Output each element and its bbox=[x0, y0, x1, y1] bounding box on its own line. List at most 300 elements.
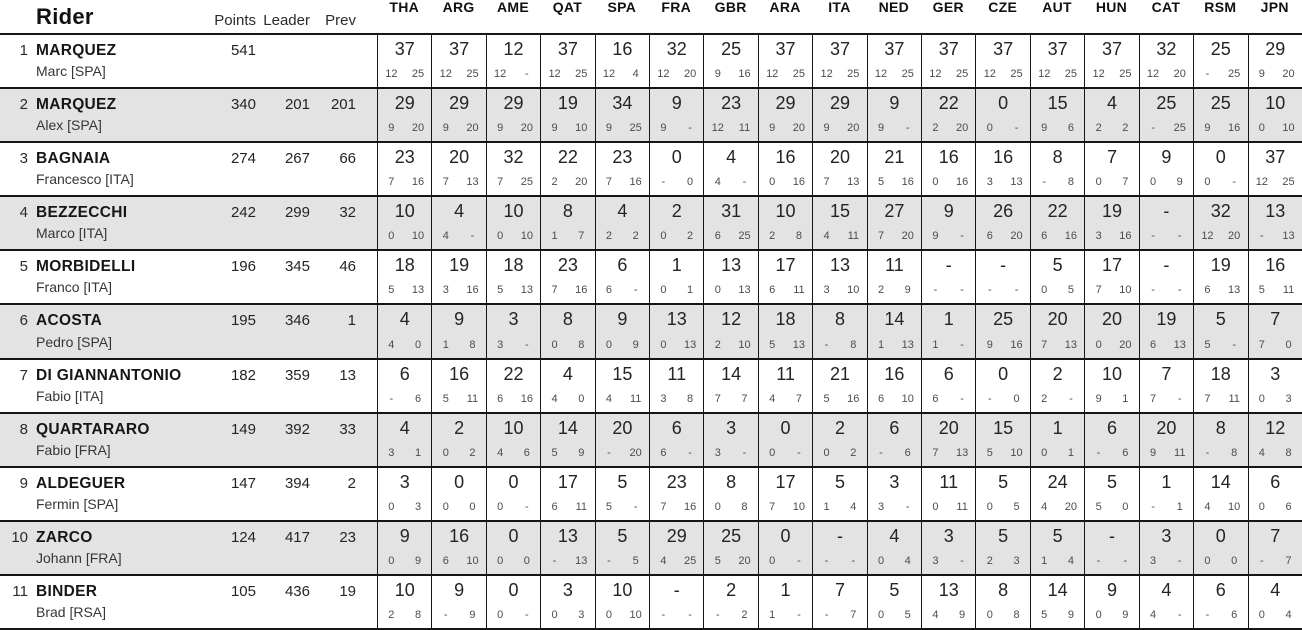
round-split-points bbox=[813, 340, 866, 351]
sprint-points: 4 bbox=[605, 392, 613, 405]
round-split-points bbox=[432, 123, 485, 134]
race-points: - bbox=[470, 230, 475, 243]
round-total-points: 5 bbox=[1215, 309, 1226, 330]
sprint-points: 6 bbox=[877, 392, 885, 405]
race-points: 16 bbox=[847, 392, 860, 405]
race-points: 20 bbox=[520, 122, 533, 135]
sprint-points: - bbox=[933, 284, 938, 297]
round-split-points bbox=[650, 123, 703, 134]
round-split-points bbox=[1194, 177, 1247, 188]
race-results bbox=[377, 89, 1302, 141]
race-points: 11 bbox=[1228, 392, 1240, 405]
gap-to-prev: 32 bbox=[339, 204, 356, 222]
sprint-points: 12 bbox=[1255, 176, 1268, 189]
sprint-points: 7 bbox=[714, 392, 721, 405]
sprint-points: 12 bbox=[494, 68, 507, 81]
race-points: 6 bbox=[1122, 446, 1129, 459]
round-split-points bbox=[432, 285, 485, 296]
race-result-cell bbox=[758, 35, 812, 87]
gap-to-leader: 392 bbox=[284, 420, 310, 438]
sprint-points: 6 bbox=[660, 446, 667, 459]
round-total-points: 25 bbox=[1210, 39, 1231, 59]
sprint-points: 6 bbox=[1149, 338, 1157, 351]
race-points: 25 bbox=[1010, 68, 1023, 81]
round-split-points bbox=[704, 69, 757, 80]
prev-column-header: Prev bbox=[325, 12, 356, 29]
race-result-cell bbox=[1139, 468, 1193, 520]
round-total-points: 4 bbox=[1161, 579, 1172, 600]
race-points: 8 bbox=[1067, 176, 1074, 189]
round-split-points bbox=[432, 502, 485, 513]
race-result-cell bbox=[431, 522, 485, 574]
race-result-cell bbox=[595, 414, 649, 466]
sprint-points: 6 bbox=[769, 284, 776, 297]
race-result-cell bbox=[812, 89, 866, 141]
rider-surname: MARQUEZ bbox=[36, 96, 117, 114]
sprint-points: 4 bbox=[769, 392, 776, 405]
round-split-points bbox=[432, 231, 485, 242]
rider-rank: 4 bbox=[19, 204, 28, 222]
round-split-points bbox=[922, 69, 975, 80]
rider-info bbox=[0, 522, 377, 574]
race-result-cell bbox=[431, 35, 485, 87]
round-total-points: 8 bbox=[562, 309, 573, 330]
round-total-points: 25 bbox=[1156, 93, 1177, 114]
round-total-points: 18 bbox=[1210, 363, 1231, 384]
race-result-cell bbox=[758, 468, 812, 520]
race-result-cell bbox=[595, 143, 649, 195]
round-split-points bbox=[487, 123, 540, 134]
race-result-cell bbox=[867, 576, 921, 628]
round-split-points bbox=[976, 340, 1029, 351]
race-points: 6 bbox=[414, 392, 422, 405]
sprint-points: - bbox=[987, 284, 992, 297]
race-result-cell bbox=[758, 576, 812, 628]
race-points: 1 bbox=[414, 446, 422, 459]
rider-name bbox=[36, 204, 200, 249]
sprint-points: 7 bbox=[1041, 338, 1048, 351]
race-result-cell bbox=[649, 35, 703, 87]
sprint-points: 0 bbox=[986, 500, 993, 513]
rider-surname: DI GIANNANTONIO bbox=[36, 366, 182, 384]
race-points: 25 bbox=[683, 554, 697, 567]
rider-info bbox=[0, 197, 377, 249]
rider-row bbox=[0, 520, 1302, 574]
sprint-points: 0 bbox=[986, 122, 993, 135]
race-result-cell bbox=[595, 576, 649, 628]
rider-firstname-nationality: Pedro [SPA] bbox=[36, 333, 113, 350]
round-total-points: 26 bbox=[993, 201, 1014, 222]
race-points: 7 bbox=[795, 392, 802, 405]
race-result-cell bbox=[377, 522, 431, 574]
round-split-points bbox=[759, 448, 812, 459]
round-split-points bbox=[1031, 448, 1084, 459]
race-result-cell bbox=[1193, 251, 1247, 303]
sprint-points: 12 bbox=[820, 68, 833, 81]
race-result-cell bbox=[431, 468, 485, 520]
round-split-points bbox=[541, 177, 594, 188]
race-points: 6 bbox=[1231, 609, 1238, 622]
round-total-points: 0 bbox=[508, 525, 519, 546]
race-points: 2 bbox=[687, 230, 694, 243]
sprint-points: 1 bbox=[442, 338, 449, 351]
race-points: 25 bbox=[738, 230, 751, 243]
sprint-points: - bbox=[1205, 609, 1210, 622]
race-result-cell bbox=[975, 360, 1029, 412]
race-result-cell bbox=[1193, 468, 1247, 520]
race-result-cell bbox=[921, 576, 975, 628]
race-result-cell bbox=[1193, 576, 1247, 628]
sprint-points: 5 bbox=[497, 284, 504, 297]
round-split-points bbox=[868, 502, 921, 513]
round-total-points: 0 bbox=[780, 525, 791, 546]
round-total-points: 15 bbox=[612, 363, 633, 384]
sprint-points: 7 bbox=[660, 500, 667, 513]
sprint-points: 2 bbox=[1041, 392, 1048, 405]
race-points: - bbox=[1177, 609, 1182, 622]
round-total-points: 1 bbox=[943, 309, 954, 330]
race-points: - bbox=[742, 176, 747, 189]
rider-firstname-nationality: Fermin [SPA] bbox=[36, 495, 119, 512]
rider-row bbox=[0, 87, 1302, 141]
round-split-points bbox=[1031, 69, 1084, 80]
total-points: 274 bbox=[230, 150, 256, 168]
race-column-header: CAT bbox=[1151, 0, 1181, 15]
race-result-cell bbox=[1030, 197, 1084, 249]
round-total-points: 9 bbox=[1161, 147, 1172, 168]
round-split-points bbox=[596, 502, 649, 513]
sprint-points: 12 bbox=[711, 122, 724, 135]
round-split-points bbox=[1249, 340, 1302, 351]
round-split-points bbox=[487, 69, 540, 80]
race-result-cell bbox=[921, 305, 975, 357]
sprint-points: 3 bbox=[1095, 230, 1102, 243]
race-result-cell bbox=[595, 360, 649, 412]
race-result-cell bbox=[1193, 305, 1247, 357]
race-results bbox=[377, 35, 1302, 87]
race-points: 25 bbox=[575, 68, 588, 81]
race-points: 20 bbox=[1064, 500, 1078, 513]
round-total-points: 37 bbox=[557, 39, 578, 59]
race-column-header: RSM bbox=[1204, 0, 1237, 15]
rider-info bbox=[0, 414, 377, 466]
race-points: 11 bbox=[847, 230, 860, 243]
round-total-points: 37 bbox=[1047, 39, 1068, 59]
race-results bbox=[377, 197, 1302, 249]
sprint-points: 9 bbox=[714, 68, 721, 81]
round-total-points: 18 bbox=[394, 255, 415, 276]
total-points: 149 bbox=[230, 420, 256, 438]
race-points: - bbox=[960, 338, 964, 351]
race-points: 0 bbox=[414, 338, 422, 351]
race-points: 5 bbox=[1013, 500, 1020, 513]
round-split-points bbox=[487, 285, 540, 296]
race-result-cell bbox=[758, 305, 812, 357]
race-result-cell bbox=[1248, 143, 1302, 195]
sprint-points: 12 bbox=[1146, 68, 1160, 81]
round-split-points bbox=[650, 610, 703, 621]
race-result-cell bbox=[595, 522, 649, 574]
race-result-cell bbox=[540, 414, 594, 466]
race-points: 0 bbox=[1122, 500, 1129, 513]
round-total-points: 4 bbox=[562, 363, 573, 384]
rider-firstname-nationality: Marco [ITA] bbox=[36, 225, 108, 242]
round-split-points bbox=[704, 177, 757, 188]
rider-info bbox=[0, 143, 377, 195]
race-points: 13 bbox=[1228, 284, 1241, 297]
sprint-points: 4 bbox=[497, 446, 504, 459]
rider-name bbox=[36, 96, 200, 141]
round-total-points: 13 bbox=[666, 309, 687, 330]
race-result-cell bbox=[431, 143, 485, 195]
sprint-points: 0 bbox=[986, 609, 993, 622]
sprint-points: 9 bbox=[769, 122, 776, 135]
round-total-points: - bbox=[1163, 255, 1170, 276]
race-result-cell bbox=[1248, 576, 1302, 628]
round-split-points bbox=[596, 285, 649, 296]
race-result-cell bbox=[703, 143, 757, 195]
round-total-points: 0 bbox=[1215, 525, 1226, 546]
sprint-points: - bbox=[552, 554, 557, 567]
round-total-points: 32 bbox=[1210, 201, 1231, 222]
race-points: 0 bbox=[578, 392, 585, 405]
round-split-points bbox=[541, 285, 594, 296]
race-points: 20 bbox=[683, 68, 697, 81]
round-total-points: 8 bbox=[834, 309, 845, 330]
race-points: 16 bbox=[683, 500, 697, 513]
gap-to-leader: 267 bbox=[284, 150, 310, 168]
race-points: 13 bbox=[847, 176, 860, 189]
race-result-cell bbox=[703, 251, 757, 303]
race-result-cell bbox=[812, 414, 866, 466]
race-result-cell bbox=[867, 522, 921, 574]
sprint-points: 0 bbox=[1258, 500, 1265, 513]
race-points: - bbox=[742, 446, 747, 459]
round-total-points: 4 bbox=[617, 201, 628, 222]
round-split-points bbox=[759, 610, 812, 621]
race-points: 7 bbox=[741, 392, 748, 405]
sprint-points: 9 bbox=[442, 122, 449, 135]
race-points: 8 bbox=[1285, 446, 1292, 459]
race-points: - bbox=[960, 284, 964, 297]
round-split-points bbox=[976, 285, 1029, 296]
race-points: 20 bbox=[738, 554, 751, 567]
round-split-points bbox=[650, 69, 703, 80]
round-total-points: 10 bbox=[503, 417, 524, 438]
sprint-points: 0 bbox=[605, 609, 613, 622]
sprint-points: 6 bbox=[497, 392, 504, 405]
sprint-points: 0 bbox=[660, 338, 667, 351]
race-points: - bbox=[797, 554, 801, 567]
race-result-cell bbox=[1248, 522, 1302, 574]
sprint-points: - bbox=[1151, 500, 1155, 513]
sprint-points: 5 bbox=[551, 446, 558, 459]
round-split-points bbox=[541, 231, 594, 242]
points-column-header: Points bbox=[214, 12, 256, 29]
round-total-points: - bbox=[673, 579, 680, 600]
round-total-points: 5 bbox=[834, 471, 845, 492]
sprint-points: 0 bbox=[932, 176, 939, 189]
race-points: 16 bbox=[1064, 230, 1078, 243]
sprint-points: 12 bbox=[1092, 68, 1105, 81]
round-total-points: 3 bbox=[508, 309, 519, 330]
sprint-points: 2 bbox=[986, 554, 993, 567]
rider-info bbox=[0, 35, 377, 87]
round-total-points: 16 bbox=[993, 147, 1014, 168]
race-result-cell bbox=[1084, 360, 1138, 412]
race-result-cell bbox=[1248, 468, 1302, 520]
race-result-cell bbox=[703, 468, 757, 520]
round-total-points: 16 bbox=[449, 525, 470, 546]
race-points: 20 bbox=[629, 446, 642, 459]
race-points: - bbox=[851, 554, 856, 567]
round-total-points: 22 bbox=[938, 93, 959, 114]
round-split-points bbox=[650, 340, 703, 351]
race-points: 8 bbox=[741, 500, 748, 513]
round-total-points: 3 bbox=[726, 417, 737, 438]
race-points: - bbox=[1014, 122, 1019, 135]
sprint-points: 6 bbox=[932, 392, 939, 405]
round-split-points bbox=[378, 69, 431, 80]
sprint-points: 1 bbox=[823, 500, 830, 513]
sprint-points: 12 bbox=[1201, 230, 1214, 243]
race-result-cell bbox=[921, 143, 975, 195]
rider-surname: ACOSTA bbox=[36, 312, 103, 330]
round-split-points bbox=[704, 556, 757, 567]
round-total-points: 12 bbox=[721, 309, 742, 330]
race-column-header: JPN bbox=[1260, 0, 1289, 15]
race-result-cell bbox=[758, 360, 812, 412]
race-result-cell bbox=[1084, 35, 1138, 87]
round-split-points bbox=[650, 502, 703, 513]
race-points: 1 bbox=[687, 284, 694, 297]
round-total-points: 0 bbox=[1215, 147, 1226, 168]
gap-to-prev: 13 bbox=[339, 366, 356, 384]
race-result-cell bbox=[540, 522, 594, 574]
race-points: - bbox=[1069, 392, 1073, 405]
race-points: 2 bbox=[850, 446, 857, 459]
race-points: - bbox=[1123, 554, 1128, 567]
sprint-points: 5 bbox=[986, 446, 993, 459]
race-result-cell bbox=[921, 35, 975, 87]
sprint-points: 3 bbox=[932, 554, 939, 567]
rider-row bbox=[0, 303, 1302, 357]
round-split-points bbox=[1085, 610, 1138, 621]
total-points: 242 bbox=[230, 204, 256, 222]
sprint-points: 5 bbox=[823, 392, 830, 405]
race-points: 8 bbox=[1013, 609, 1020, 622]
round-total-points: 8 bbox=[998, 579, 1009, 600]
race-points: 3 bbox=[1285, 392, 1292, 405]
round-split-points bbox=[1194, 123, 1247, 134]
sprint-points: 7 bbox=[1149, 392, 1157, 405]
round-split-points bbox=[976, 69, 1029, 80]
round-split-points bbox=[378, 556, 431, 567]
race-points: 2 bbox=[741, 609, 748, 622]
rider-surname: BAGNAIA bbox=[36, 150, 111, 168]
race-points: - bbox=[905, 122, 910, 135]
sprint-points: 5 bbox=[1041, 609, 1048, 622]
round-split-points bbox=[1031, 556, 1084, 567]
round-total-points: 12 bbox=[503, 39, 524, 59]
round-split-points bbox=[541, 394, 594, 405]
race-result-cell bbox=[1139, 305, 1193, 357]
race-column-header: ITA bbox=[828, 0, 851, 15]
round-split-points bbox=[1194, 285, 1247, 296]
round-split-points bbox=[487, 177, 540, 188]
round-split-points bbox=[922, 394, 975, 405]
race-result-cell bbox=[758, 251, 812, 303]
race-points: - bbox=[1232, 338, 1236, 351]
round-total-points: 2 bbox=[726, 579, 737, 600]
race-points: 25 bbox=[955, 68, 969, 81]
race-result-cell bbox=[921, 197, 975, 249]
race-result-cell bbox=[867, 197, 921, 249]
race-points: 13 bbox=[1282, 230, 1295, 243]
sprint-points: 0 bbox=[1258, 609, 1265, 622]
race-result-cell bbox=[812, 197, 866, 249]
round-split-points bbox=[1249, 177, 1302, 188]
sprint-points: 4 bbox=[714, 176, 721, 189]
round-total-points: 0 bbox=[671, 147, 682, 168]
round-split-points bbox=[1031, 394, 1084, 405]
round-total-points: 23 bbox=[612, 147, 633, 168]
race-points: 16 bbox=[792, 176, 806, 189]
race-points: 9 bbox=[1067, 609, 1074, 622]
rider-info-header bbox=[0, 0, 377, 33]
race-result-cell bbox=[921, 414, 975, 466]
round-split-points bbox=[976, 556, 1029, 567]
round-total-points: 0 bbox=[998, 93, 1009, 114]
race-result-cell bbox=[867, 251, 921, 303]
round-split-points bbox=[813, 394, 866, 405]
race-points: - bbox=[525, 500, 529, 513]
sprint-points: - bbox=[1096, 446, 1101, 459]
race-result-cell bbox=[1139, 576, 1193, 628]
race-result-cell bbox=[703, 89, 757, 141]
round-split-points bbox=[868, 394, 921, 405]
round-total-points: 6 bbox=[889, 417, 900, 438]
sprint-points: 4 bbox=[388, 338, 395, 351]
round-total-points: 11 bbox=[939, 471, 959, 492]
race-result-cell bbox=[758, 414, 812, 466]
total-points: 196 bbox=[230, 258, 256, 276]
sprint-points: 0 bbox=[497, 500, 504, 513]
sprint-points: 0 bbox=[1258, 392, 1265, 405]
race-result-cell bbox=[1193, 89, 1247, 141]
round-split-points bbox=[704, 231, 757, 242]
race-points: 4 bbox=[904, 554, 911, 567]
race-column-header: HUN bbox=[1095, 0, 1128, 15]
race-result-cell bbox=[1084, 143, 1138, 195]
round-split-points bbox=[759, 69, 812, 80]
race-points: - bbox=[633, 500, 638, 513]
race-result-cell bbox=[758, 89, 812, 141]
race-points: 0 bbox=[1231, 554, 1238, 567]
sprint-points: 0 bbox=[1149, 176, 1157, 189]
round-total-points: 27 bbox=[884, 201, 905, 222]
race-result-cell bbox=[1139, 360, 1193, 412]
race-points: 13 bbox=[575, 554, 588, 567]
race-points: 6 bbox=[1285, 500, 1292, 513]
gap-to-prev: 1 bbox=[347, 312, 356, 330]
race-points: 10 bbox=[1010, 446, 1023, 459]
round-split-points bbox=[432, 394, 485, 405]
race-points: 6 bbox=[1067, 122, 1074, 135]
sprint-points: - bbox=[1205, 68, 1210, 81]
race-points: 25 bbox=[1119, 68, 1132, 81]
rider-surname: ZARCO bbox=[36, 528, 93, 546]
